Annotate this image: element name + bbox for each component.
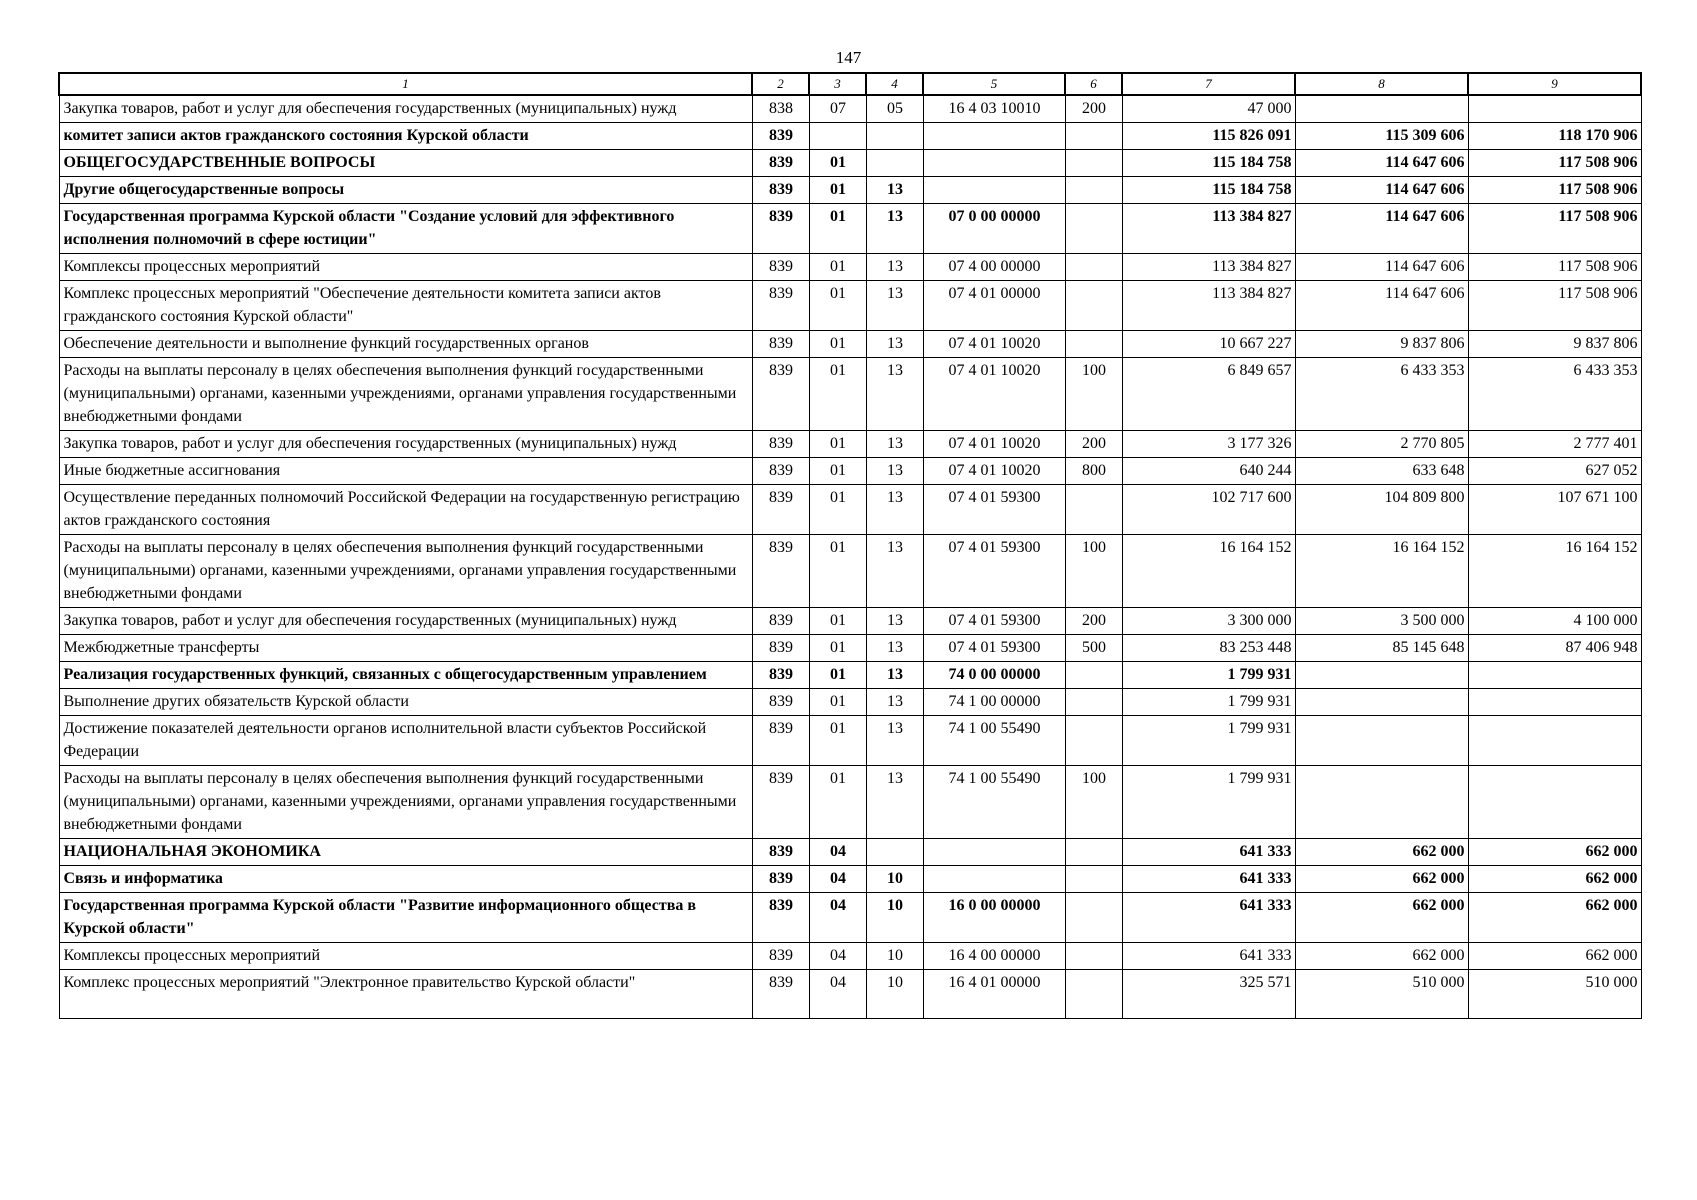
target-article-cell bbox=[923, 866, 1065, 893]
amount-col9-cell: 117 508 906 bbox=[1468, 281, 1641, 331]
subsection-code-cell: 13 bbox=[866, 358, 923, 431]
amount-col8-cell: 85 145 648 bbox=[1295, 635, 1468, 662]
section-code-cell: 01 bbox=[809, 358, 866, 431]
subsection-code-cell: 13 bbox=[866, 204, 923, 254]
subsection-code-cell: 10 bbox=[866, 893, 923, 943]
target-article-cell bbox=[923, 839, 1065, 866]
amount-col8-cell: 114 647 606 bbox=[1295, 204, 1468, 254]
amount-col8-cell: 662 000 bbox=[1295, 893, 1468, 943]
target-article-cell: 74 1 00 55490 bbox=[923, 716, 1065, 766]
subsection-code-cell: 13 bbox=[866, 535, 923, 608]
grbs-code-cell: 839 bbox=[752, 893, 809, 943]
target-article-cell: 07 4 01 59300 bbox=[923, 535, 1065, 608]
grbs-code-cell: 839 bbox=[752, 123, 809, 150]
amount-col7-cell: 641 333 bbox=[1122, 866, 1295, 893]
grbs-code-cell: 839 bbox=[752, 177, 809, 204]
grbs-code-cell: 839 bbox=[752, 431, 809, 458]
target-article-cell: 16 0 00 00000 bbox=[923, 893, 1065, 943]
grbs-code-cell: 839 bbox=[752, 535, 809, 608]
subsection-code-cell: 13 bbox=[866, 766, 923, 839]
expense-type-cell bbox=[1065, 866, 1122, 893]
section-code-cell: 04 bbox=[809, 943, 866, 970]
amount-col8-cell bbox=[1295, 95, 1468, 123]
section-code-cell: 01 bbox=[809, 254, 866, 281]
subsection-code-cell: 13 bbox=[866, 281, 923, 331]
item-name-cell: Расходы на выплаты персоналу в целях обеспечения выполнения функций государственными (муниципальными) органами, казенными учреждениями, органами управления государственными внебюджетными фондами bbox=[59, 766, 752, 839]
section-code-cell: 01 bbox=[809, 689, 866, 716]
grbs-code-cell: 839 bbox=[752, 635, 809, 662]
grbs-code-cell: 838 bbox=[752, 95, 809, 123]
item-name-cell: Иные бюджетные ассигнования bbox=[59, 458, 752, 485]
amount-col9-cell: 662 000 bbox=[1468, 943, 1641, 970]
amount-col9-cell: 9 837 806 bbox=[1468, 331, 1641, 358]
amount-col9-cell: 107 671 100 bbox=[1468, 485, 1641, 535]
section-code-cell: 04 bbox=[809, 970, 866, 1019]
table-row bbox=[59, 535, 1641, 608]
section-code-cell bbox=[809, 123, 866, 150]
target-article-cell bbox=[923, 150, 1065, 177]
subsection-code-cell: 10 bbox=[866, 970, 923, 1019]
section-code-cell: 01 bbox=[809, 535, 866, 608]
section-code-cell: 01 bbox=[809, 608, 866, 635]
amount-col8-cell: 114 647 606 bbox=[1295, 177, 1468, 204]
amount-col8-cell bbox=[1295, 766, 1468, 839]
expense-type-cell: 200 bbox=[1065, 95, 1122, 123]
expense-type-cell bbox=[1065, 485, 1122, 535]
header-cell: 3 bbox=[809, 73, 866, 95]
grbs-code-cell: 839 bbox=[752, 839, 809, 866]
table-row bbox=[59, 204, 1641, 254]
subsection-code-cell: 13 bbox=[866, 431, 923, 458]
amount-col7-cell: 113 384 827 bbox=[1122, 254, 1295, 281]
amount-col9-cell: 662 000 bbox=[1468, 839, 1641, 866]
expense-type-cell: 800 bbox=[1065, 458, 1122, 485]
amount-col8-cell: 633 648 bbox=[1295, 458, 1468, 485]
target-article-cell: 07 4 01 59300 bbox=[923, 608, 1065, 635]
amount-col7-cell: 1 799 931 bbox=[1122, 766, 1295, 839]
amount-col8-cell: 104 809 800 bbox=[1295, 485, 1468, 535]
table-row bbox=[59, 177, 1641, 204]
target-article-cell: 74 0 00 00000 bbox=[923, 662, 1065, 689]
grbs-code-cell: 839 bbox=[752, 150, 809, 177]
item-name-cell: Расходы на выплаты персоналу в целях обеспечения выполнения функций государственными (муниципальными) органами, казенными учреждениями, органами управления государственными внебюджетными фондами bbox=[59, 358, 752, 431]
header-cell: 1 bbox=[59, 73, 752, 95]
grbs-code-cell: 839 bbox=[752, 970, 809, 1019]
amount-col8-cell: 510 000 bbox=[1295, 970, 1468, 1019]
target-article-cell: 74 1 00 00000 bbox=[923, 689, 1065, 716]
section-code-cell: 01 bbox=[809, 766, 866, 839]
item-name-cell: ОБЩЕГОСУДАРСТВЕННЫЕ ВОПРОСЫ bbox=[59, 150, 752, 177]
subsection-code-cell: 05 bbox=[866, 95, 923, 123]
table-row bbox=[59, 331, 1641, 358]
budget-table bbox=[58, 72, 1642, 1019]
amount-col7-cell: 102 717 600 bbox=[1122, 485, 1295, 535]
subsection-code-cell bbox=[866, 123, 923, 150]
expense-type-cell bbox=[1065, 839, 1122, 866]
expense-type-cell bbox=[1065, 689, 1122, 716]
target-article-cell: 07 4 00 00000 bbox=[923, 254, 1065, 281]
table-row bbox=[59, 716, 1641, 766]
target-article-cell bbox=[923, 177, 1065, 204]
subsection-code-cell: 13 bbox=[866, 177, 923, 204]
amount-col8-cell bbox=[1295, 716, 1468, 766]
section-code-cell: 07 bbox=[809, 95, 866, 123]
item-name-cell: Государственная программа Курской области "Развитие информационного общества в Курской области" bbox=[59, 893, 752, 943]
table-row bbox=[59, 431, 1641, 458]
table-row bbox=[59, 95, 1641, 123]
subsection-code-cell bbox=[866, 839, 923, 866]
target-article-cell: 07 4 01 10020 bbox=[923, 431, 1065, 458]
expense-type-cell: 100 bbox=[1065, 766, 1122, 839]
expense-type-cell: 200 bbox=[1065, 431, 1122, 458]
header-cell: 4 bbox=[866, 73, 923, 95]
expense-type-cell: 100 bbox=[1065, 358, 1122, 431]
subsection-code-cell: 13 bbox=[866, 458, 923, 485]
expense-type-cell bbox=[1065, 204, 1122, 254]
table-row bbox=[59, 608, 1641, 635]
item-name-cell: Другие общегосударственные вопросы bbox=[59, 177, 752, 204]
section-code-cell: 01 bbox=[809, 485, 866, 535]
target-article-cell: 07 0 00 00000 bbox=[923, 204, 1065, 254]
expense-type-cell bbox=[1065, 716, 1122, 766]
item-name-cell: Закупка товаров, работ и услуг для обеспечения государственных (муниципальных) нужд bbox=[59, 608, 752, 635]
section-code-cell: 01 bbox=[809, 431, 866, 458]
table-row bbox=[59, 358, 1641, 431]
subsection-code-cell: 10 bbox=[866, 866, 923, 893]
amount-col8-cell: 2 770 805 bbox=[1295, 431, 1468, 458]
table-row bbox=[59, 123, 1641, 150]
amount-col8-cell: 114 647 606 bbox=[1295, 254, 1468, 281]
header-cell: 7 bbox=[1122, 73, 1295, 95]
amount-col7-cell: 325 571 bbox=[1122, 970, 1295, 1019]
item-name-cell: Осуществление переданных полномочий Российской Федерации на государственную регистрацию актов гражданского состояния bbox=[59, 485, 752, 535]
amount-col7-cell: 640 244 bbox=[1122, 458, 1295, 485]
amount-col7-cell: 47 000 bbox=[1122, 95, 1295, 123]
amount-col8-cell bbox=[1295, 662, 1468, 689]
amount-col8-cell: 115 309 606 bbox=[1295, 123, 1468, 150]
section-code-cell: 01 bbox=[809, 281, 866, 331]
table-row bbox=[59, 766, 1641, 839]
table-row bbox=[59, 689, 1641, 716]
table-row bbox=[59, 662, 1641, 689]
table-row bbox=[59, 839, 1641, 866]
section-code-cell: 01 bbox=[809, 662, 866, 689]
table-row bbox=[59, 150, 1641, 177]
target-article-cell: 07 4 01 59300 bbox=[923, 485, 1065, 535]
table-row bbox=[59, 458, 1641, 485]
expense-type-cell bbox=[1065, 943, 1122, 970]
table-row bbox=[59, 635, 1641, 662]
table-row bbox=[59, 893, 1641, 943]
amount-col9-cell bbox=[1468, 766, 1641, 839]
amount-col8-cell bbox=[1295, 689, 1468, 716]
amount-col9-cell: 16 164 152 bbox=[1468, 535, 1641, 608]
amount-col9-cell: 6 433 353 bbox=[1468, 358, 1641, 431]
item-name-cell: Связь и информатика bbox=[59, 866, 752, 893]
subsection-code-cell: 13 bbox=[866, 485, 923, 535]
header-cell: 2 bbox=[752, 73, 809, 95]
item-name-cell: комитет записи актов гражданского состояния Курской области bbox=[59, 123, 752, 150]
expense-type-cell bbox=[1065, 254, 1122, 281]
item-name-cell: Обеспечение деятельности и выполнение функций государственных органов bbox=[59, 331, 752, 358]
amount-col8-cell: 3 500 000 bbox=[1295, 608, 1468, 635]
amount-col9-cell: 117 508 906 bbox=[1468, 177, 1641, 204]
target-article-cell: 07 4 01 10020 bbox=[923, 331, 1065, 358]
amount-col9-cell bbox=[1468, 95, 1641, 123]
grbs-code-cell: 839 bbox=[752, 331, 809, 358]
target-article-cell: 07 4 01 10020 bbox=[923, 458, 1065, 485]
amount-col9-cell bbox=[1468, 662, 1641, 689]
amount-col9-cell: 662 000 bbox=[1468, 893, 1641, 943]
amount-col7-cell: 641 333 bbox=[1122, 893, 1295, 943]
item-name-cell: Комплексы процессных мероприятий bbox=[59, 254, 752, 281]
amount-col7-cell: 3 300 000 bbox=[1122, 608, 1295, 635]
subsection-code-cell: 13 bbox=[866, 689, 923, 716]
expense-type-cell bbox=[1065, 123, 1122, 150]
grbs-code-cell: 839 bbox=[752, 204, 809, 254]
subsection-code-cell: 13 bbox=[866, 608, 923, 635]
section-code-cell: 01 bbox=[809, 635, 866, 662]
amount-col7-cell: 113 384 827 bbox=[1122, 204, 1295, 254]
amount-col8-cell: 9 837 806 bbox=[1295, 331, 1468, 358]
header-cell: 6 bbox=[1065, 73, 1122, 95]
item-name-cell: Закупка товаров, работ и услуг для обеспечения государственных (муниципальных) нужд bbox=[59, 431, 752, 458]
grbs-code-cell: 839 bbox=[752, 662, 809, 689]
amount-col7-cell: 1 799 931 bbox=[1122, 689, 1295, 716]
grbs-code-cell: 839 bbox=[752, 358, 809, 431]
grbs-code-cell: 839 bbox=[752, 766, 809, 839]
expense-type-cell bbox=[1065, 281, 1122, 331]
amount-col9-cell: 117 508 906 bbox=[1468, 204, 1641, 254]
amount-col9-cell: 118 170 906 bbox=[1468, 123, 1641, 150]
grbs-code-cell: 839 bbox=[752, 254, 809, 281]
amount-col9-cell: 4 100 000 bbox=[1468, 608, 1641, 635]
expense-type-cell bbox=[1065, 662, 1122, 689]
amount-col9-cell: 2 777 401 bbox=[1468, 431, 1641, 458]
expense-type-cell bbox=[1065, 893, 1122, 943]
amount-col8-cell: 114 647 606 bbox=[1295, 281, 1468, 331]
amount-col7-cell: 115 826 091 bbox=[1122, 123, 1295, 150]
amount-col7-cell: 641 333 bbox=[1122, 839, 1295, 866]
target-article-cell: 16 4 00 00000 bbox=[923, 943, 1065, 970]
grbs-code-cell: 839 bbox=[752, 608, 809, 635]
item-name-cell: Реализация государственных функций, связанных с общегосударственным управлением bbox=[59, 662, 752, 689]
item-name-cell: Достижение показателей деятельности органов исполнительной власти субъектов Российской Федерации bbox=[59, 716, 752, 766]
amount-col7-cell: 16 164 152 bbox=[1122, 535, 1295, 608]
target-article-cell: 07 4 01 00000 bbox=[923, 281, 1065, 331]
amount-col7-cell: 6 849 657 bbox=[1122, 358, 1295, 431]
amount-col7-cell: 115 184 758 bbox=[1122, 177, 1295, 204]
subsection-code-cell: 13 bbox=[866, 254, 923, 281]
amount-col8-cell: 16 164 152 bbox=[1295, 535, 1468, 608]
section-code-cell: 01 bbox=[809, 150, 866, 177]
amount-col7-cell: 10 667 227 bbox=[1122, 331, 1295, 358]
amount-col8-cell: 114 647 606 bbox=[1295, 150, 1468, 177]
section-code-cell: 01 bbox=[809, 716, 866, 766]
expense-type-cell: 200 bbox=[1065, 608, 1122, 635]
amount-col8-cell: 662 000 bbox=[1295, 943, 1468, 970]
subsection-code-cell bbox=[866, 150, 923, 177]
subsection-code-cell: 13 bbox=[866, 716, 923, 766]
section-code-cell: 01 bbox=[809, 204, 866, 254]
table-row bbox=[59, 943, 1641, 970]
item-name-cell: Комплекс процессных мероприятий "Электронное правительство Курской области" bbox=[59, 970, 752, 1019]
item-name-cell: НАЦИОНАЛЬНАЯ ЭКОНОМИКА bbox=[59, 839, 752, 866]
amount-col7-cell: 1 799 931 bbox=[1122, 662, 1295, 689]
column-number-header bbox=[59, 73, 1641, 95]
header-cell: 9 bbox=[1468, 73, 1641, 95]
amount-col9-cell: 510 000 bbox=[1468, 970, 1641, 1019]
section-code-cell: 01 bbox=[809, 331, 866, 358]
header-cell: 8 bbox=[1295, 73, 1468, 95]
amount-col8-cell: 662 000 bbox=[1295, 866, 1468, 893]
item-name-cell: Комплекс процессных мероприятий "Обеспечение деятельности комитета записи актов гражданского состояния Курской области" bbox=[59, 281, 752, 331]
expense-type-cell bbox=[1065, 177, 1122, 204]
subsection-code-cell: 10 bbox=[866, 943, 923, 970]
header-cell: 5 bbox=[923, 73, 1065, 95]
amount-col7-cell: 641 333 bbox=[1122, 943, 1295, 970]
expense-type-cell: 100 bbox=[1065, 535, 1122, 608]
target-article-cell bbox=[923, 123, 1065, 150]
expense-type-cell bbox=[1065, 150, 1122, 177]
section-code-cell: 04 bbox=[809, 866, 866, 893]
amount-col8-cell: 6 433 353 bbox=[1295, 358, 1468, 431]
section-code-cell: 04 bbox=[809, 839, 866, 866]
grbs-code-cell: 839 bbox=[752, 458, 809, 485]
section-code-cell: 01 bbox=[809, 458, 866, 485]
grbs-code-cell: 839 bbox=[752, 689, 809, 716]
amount-col9-cell: 117 508 906 bbox=[1468, 254, 1641, 281]
amount-col9-cell bbox=[1468, 689, 1641, 716]
subsection-code-cell: 13 bbox=[866, 662, 923, 689]
target-article-cell: 07 4 01 10020 bbox=[923, 358, 1065, 431]
target-article-cell: 07 4 01 59300 bbox=[923, 635, 1065, 662]
grbs-code-cell: 839 bbox=[752, 485, 809, 535]
subsection-code-cell: 13 bbox=[866, 635, 923, 662]
grbs-code-cell: 839 bbox=[752, 866, 809, 893]
section-code-cell: 01 bbox=[809, 177, 866, 204]
item-name-cell: Расходы на выплаты персоналу в целях обеспечения выполнения функций государственными (муниципальными) органами, казенными учреждениями, органами управления государственными внебюджетными фондами bbox=[59, 535, 752, 608]
table-row bbox=[59, 281, 1641, 331]
expense-type-cell: 500 bbox=[1065, 635, 1122, 662]
table-row bbox=[59, 254, 1641, 281]
amount-col7-cell: 115 184 758 bbox=[1122, 150, 1295, 177]
target-article-cell: 74 1 00 55490 bbox=[923, 766, 1065, 839]
table-row bbox=[59, 866, 1641, 893]
grbs-code-cell: 839 bbox=[752, 281, 809, 331]
amount-col9-cell: 87 406 948 bbox=[1468, 635, 1641, 662]
item-name-cell: Комплексы процессных мероприятий bbox=[59, 943, 752, 970]
amount-col7-cell: 113 384 827 bbox=[1122, 281, 1295, 331]
expense-type-cell bbox=[1065, 970, 1122, 1019]
amount-col8-cell: 662 000 bbox=[1295, 839, 1468, 866]
item-name-cell: Закупка товаров, работ и услуг для обеспечения государственных (муниципальных) нужд bbox=[59, 95, 752, 123]
amount-col9-cell: 662 000 bbox=[1468, 866, 1641, 893]
subsection-code-cell: 13 bbox=[866, 331, 923, 358]
table-row bbox=[59, 970, 1641, 1019]
section-code-cell: 04 bbox=[809, 893, 866, 943]
amount-col7-cell: 83 253 448 bbox=[1122, 635, 1295, 662]
grbs-code-cell: 839 bbox=[752, 716, 809, 766]
table-row bbox=[59, 485, 1641, 535]
amount-col9-cell: 627 052 bbox=[1468, 458, 1641, 485]
target-article-cell: 16 4 01 00000 bbox=[923, 970, 1065, 1019]
grbs-code-cell: 839 bbox=[752, 943, 809, 970]
expense-type-cell bbox=[1065, 331, 1122, 358]
page-number: 147 bbox=[835, 48, 862, 67]
item-name-cell: Межбюджетные трансферты bbox=[59, 635, 752, 662]
item-name-cell: Государственная программа Курской области "Создание условий для эффективного исполнения полномочий в сфере юстиции" bbox=[59, 204, 752, 254]
amount-col9-cell bbox=[1468, 716, 1641, 766]
target-article-cell: 16 4 03 10010 bbox=[923, 95, 1065, 123]
amount-col9-cell: 117 508 906 bbox=[1468, 150, 1641, 177]
amount-col7-cell: 3 177 326 bbox=[1122, 431, 1295, 458]
amount-col7-cell: 1 799 931 bbox=[1122, 716, 1295, 766]
item-name-cell: Выполнение других обязательств Курской области bbox=[59, 689, 752, 716]
